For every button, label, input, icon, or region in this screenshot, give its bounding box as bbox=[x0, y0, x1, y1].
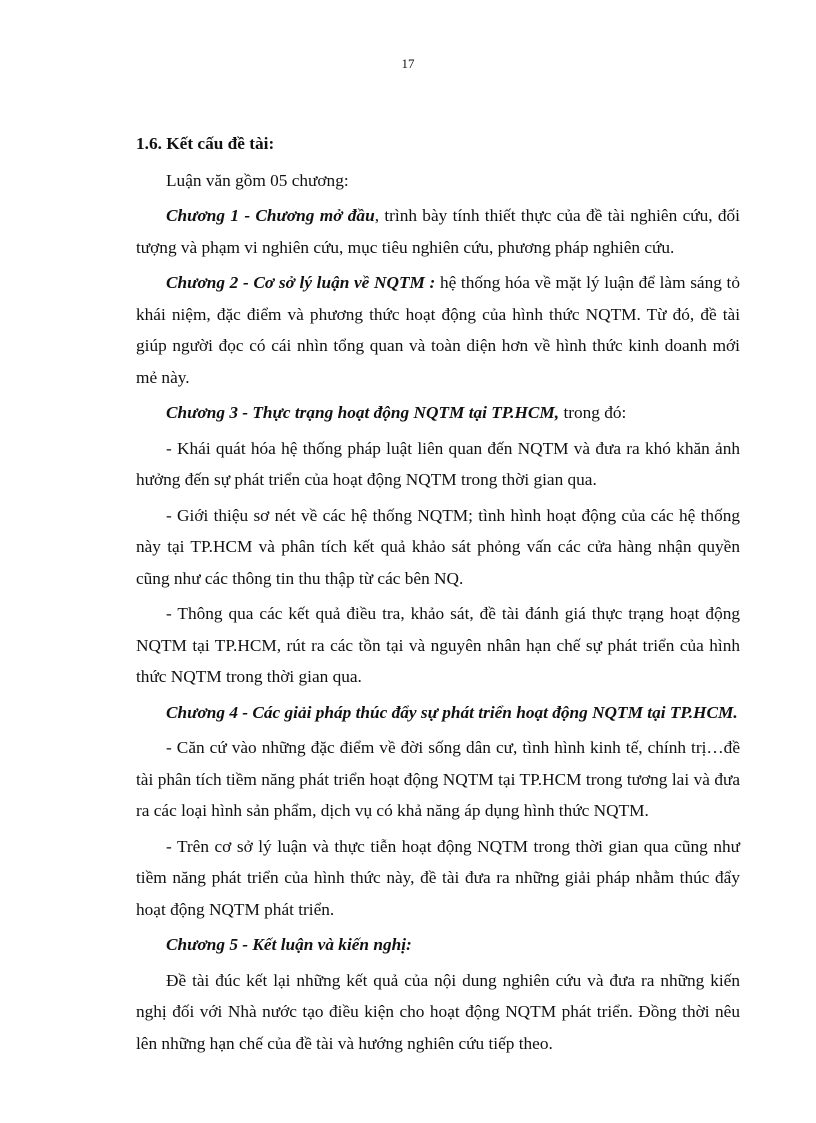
chapter-4-bullet: - Căn cứ vào những đặc điểm về đời sống dân cư, tình hình kinh tế, chính trị…đề tài phân tích tiềm năng phát triển hoạt động NQTM tại TP.HCM trong tương lai và đưa ra các loại hình sản phẩm, dịch vụ có khả năng áp dụng hình thức NQTM. bbox=[136, 738, 740, 820]
chapter-3-text: trong đó: bbox=[559, 403, 627, 422]
chapter-3-title: Chương 3 - Thực trạng hoạt động NQTM tại TP.HCM, bbox=[166, 403, 560, 422]
chapter-4-title: Chương 4 - Các giải pháp thúc đẩy sự phát triển hoạt động NQTM tại TP.HCM. bbox=[166, 702, 738, 722]
page-number: 17 bbox=[401, 56, 415, 71]
chapter-2-paragraph bbox=[136, 267, 740, 393]
chapter-3-bullet: - Giới thiệu sơ nét về các hệ thống NQTM; tình hình hoạt động của các hệ thống này tại TP.HCM và phân tích kết quả khảo sát phỏng vấn các cửa hàng nhận quyền cũng như các thông tin thu thập từ các bên NQ. bbox=[136, 505, 740, 588]
document-body bbox=[136, 128, 740, 1063]
chapter-3-paragraph bbox=[136, 397, 740, 429]
chapter-3-bullet: - Khái quát hóa hệ thống pháp luật liên quan đến NQTM và đưa ra khó khăn ảnh hưởng đến sự phát triển của hoạt động NQTM trong thời gian qua. bbox=[136, 438, 740, 489]
chapter-5-title: Chương 5 - Kết luận và kiến nghị: bbox=[166, 935, 412, 954]
chapter-3-bullet: - Thông qua các kết quả điều tra, khảo sát, đề tài đánh giá thực trạng hoạt động NQTM tại TP.HCM, rút ra các tồn tại và nguyên nhân hạn chế sự phát triển của hình thức NQTM trong thời gian qua. bbox=[136, 604, 740, 686]
chapter-1-title: Chương 1 - Chương mở đầu bbox=[166, 206, 375, 225]
intro-paragraph: Luận văn gồm 05 chương: bbox=[166, 170, 349, 190]
chapter-2-text: hệ thống hóa về mặt lý luận để làm sáng tỏ khái niệm, đặc điểm và phương thức hoạt động của hình thức NQTM. Từ đó, đề tài giúp người đọc có cái nhìn tổng quan và toàn diện hơn về hình thức kinh doanh mới mẻ này. bbox=[136, 273, 740, 387]
chapter-4-bullet: - Trên cơ sở lý luận và thực tiễn hoạt động NQTM trong thời gian qua cũng như tiềm năng phát triển của hình thức này, đề tài đưa ra những giải pháp nhằm thúc đẩy hoạt động NQTM phát triển. bbox=[136, 836, 740, 919]
section-heading: 1.6. Kết cấu đề tài: bbox=[136, 134, 275, 153]
chapter-2-title: Chương 2 - Cơ sở lý luận về NQTM : bbox=[166, 273, 436, 292]
chapter-1-text: , trình bày tính thiết thực của đề tài nghiên cứu, đối tượng và phạm vi nghiên cứu, mục tiêu nghiên cứu, phương pháp nghiên cứu. bbox=[136, 206, 740, 257]
chapter-5-text: Đề tài đúc kết lại những kết quả của nội dung nghiên cứu và đưa ra những kiến nghị đối với Nhà nước tạo điều kiện cho hoạt động NQTM phát triển. Đồng thời nêu lên những hạn chế của đề tài và hướng nghiên cứu tiếp theo. bbox=[136, 970, 740, 1053]
chapter-1-paragraph bbox=[136, 200, 740, 263]
